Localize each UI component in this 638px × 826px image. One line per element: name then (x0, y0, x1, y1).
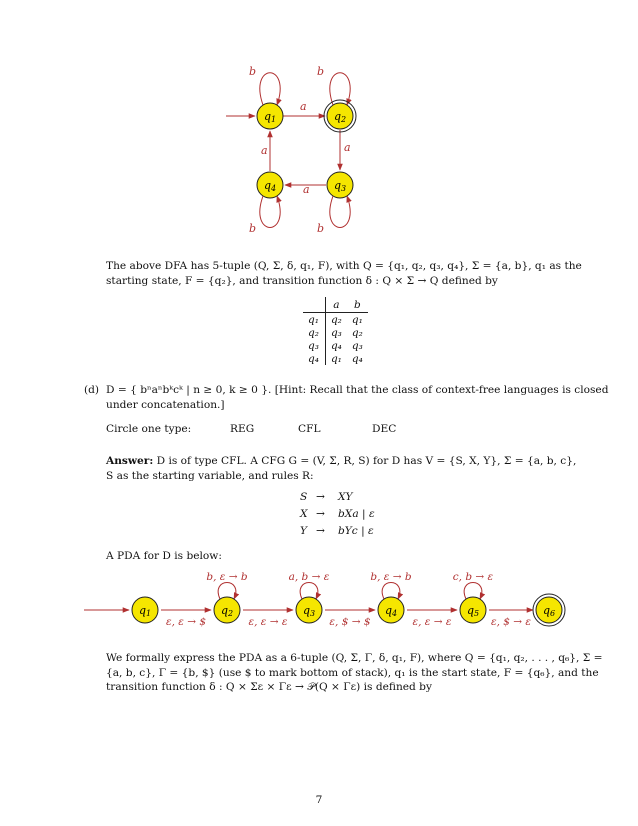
answer-text: S as the starting variable, and rules R: (106, 469, 314, 482)
dfa-loop-q3 (330, 196, 350, 228)
dfa-edge-label: a (344, 141, 351, 154)
dfa-edge-label: a (300, 100, 307, 113)
table-row (303, 326, 368, 339)
pda-edge-label: ε, ε → ε (412, 616, 452, 628)
svg-text:q1: q1 (139, 604, 152, 618)
answer-block (106, 454, 584, 483)
table-cell: q₄ (330, 339, 342, 352)
dfa-edge-label: b (317, 222, 325, 235)
dfa-description (106, 259, 582, 288)
table-cell: q₁ (330, 352, 342, 365)
rule-lhs: S (300, 491, 308, 503)
pda-loop-label: b, ε → b (370, 571, 412, 583)
grammar-rule (300, 524, 420, 541)
dfa-edge-label: b (249, 65, 257, 78)
dfa-label-q4: q4 (264, 179, 277, 193)
type-option-reg[interactable]: REG (230, 423, 255, 435)
pda-edge-label: ε, $ → ε (490, 616, 532, 628)
part-label: (d) (84, 384, 100, 396)
table-row (303, 339, 368, 352)
page-number: 7 (315, 794, 323, 806)
table-cell: q₁ (303, 313, 325, 327)
dfa-label-q3: q3 (334, 179, 347, 193)
dfa-edge-label: b (249, 222, 257, 235)
table-cell: q₃ (330, 326, 342, 339)
dfa-diagram (0, 0, 638, 250)
pda-description-line: {a, b, c}, Γ = {b, $} (use $ to mark bottom of stack), q₁ is the start state, F = {q₆}, and the (106, 666, 599, 679)
type-option-cfl[interactable]: CFL (298, 423, 321, 435)
dfa-label-q2: q2 (334, 110, 347, 124)
svg-text:q5: q5 (467, 604, 480, 618)
rule-rhs: bXa | ε (338, 508, 375, 520)
dfa-loop-q1 (260, 73, 280, 105)
pda-diagram (0, 565, 638, 635)
table-cell: q₂ (303, 326, 325, 339)
part-d-statement (106, 383, 609, 412)
svg-text:q6: q6 (543, 604, 556, 618)
pda-loop-label: b, ε → b (206, 571, 248, 583)
part-d-line: D = { bⁿaⁿbᵏcᵏ | n ≥ 0, k ≥ 0 }. [Hint: Recall that the class of context-free languages is closed (106, 384, 609, 396)
rule-rhs: XY (338, 491, 353, 503)
dfa-description-line: The above DFA has 5-tuple (Q, Σ, δ, q₁, F), with Q = {q₁, q₂, q₃, q₄}, Σ = {a, b}, q₁ as the (106, 260, 582, 272)
pda-description-line: We formally express the PDA as a 6-tuple (Q, Σ, Γ, δ, q₁, F), where Q = {q₁, q₂, . . . , q₆}, Σ = (106, 652, 603, 664)
dfa-loop-q4 (260, 196, 280, 228)
dfa-description-line: starting state, F = {q₂}, and transition function δ : Q × Σ → Q defined by (106, 274, 498, 287)
dfa-edge-label: a (303, 183, 310, 196)
pda-intro: A PDA for D is below: (106, 550, 222, 562)
table-row (303, 313, 368, 327)
rule-lhs: X (300, 508, 308, 520)
type-option-dec[interactable]: DEC (372, 423, 397, 435)
pda-loop-label: a, b → ε (288, 571, 330, 583)
rule-rhs: bYc | ε (338, 525, 374, 537)
table-header: b (347, 297, 368, 313)
table-cell: q₂ (330, 313, 342, 326)
table-cell: q₄ (351, 352, 363, 365)
pda-description-line: transition function δ : Q × Σε × Γε → 𝒫(Q × Γε) is defined by (106, 681, 432, 694)
pda-edge-label: ε, $ → $ (329, 616, 371, 628)
rule-arrow: → (316, 508, 325, 520)
pda-edge-label: ε, ε → $ (165, 616, 207, 628)
rule-arrow: → (316, 491, 325, 503)
rule-lhs: Y (300, 525, 307, 537)
pda-loop-label: c, b → ε (452, 571, 494, 583)
circle-prompt: Circle one type: (106, 423, 192, 435)
table-header: a (325, 297, 346, 313)
table-cell: q₃ (351, 339, 363, 352)
table-cell: q₄ (303, 352, 325, 365)
part-d-line: under concatenation.] (106, 398, 225, 411)
pda-description (106, 651, 603, 695)
table-cell: q₂ (351, 326, 363, 339)
answer-text: D is of type CFL. A CFG G = (V, Σ, R, S) for D has V = {S, X, Y}, Σ = {a, b, c}, (156, 455, 577, 467)
table-row (303, 352, 368, 365)
grammar-rule (300, 507, 420, 524)
svg-text:q2: q2 (221, 604, 234, 618)
rule-arrow: → (316, 525, 325, 537)
table-cell: q₃ (303, 339, 325, 352)
svg-text:q3: q3 (303, 604, 316, 618)
dfa-edge-label: a (261, 144, 268, 157)
grammar-rule (300, 490, 420, 507)
table-cell: q₁ (351, 313, 363, 326)
dfa-edge-label: b (317, 65, 325, 78)
dfa-label-q1: q1 (264, 110, 277, 124)
pda-edge-label: ε, ε → ε (248, 616, 288, 628)
answer-label: Answer: (106, 455, 154, 467)
transition-table (303, 297, 368, 365)
svg-text:q4: q4 (385, 604, 398, 618)
grammar-rules (300, 490, 420, 541)
